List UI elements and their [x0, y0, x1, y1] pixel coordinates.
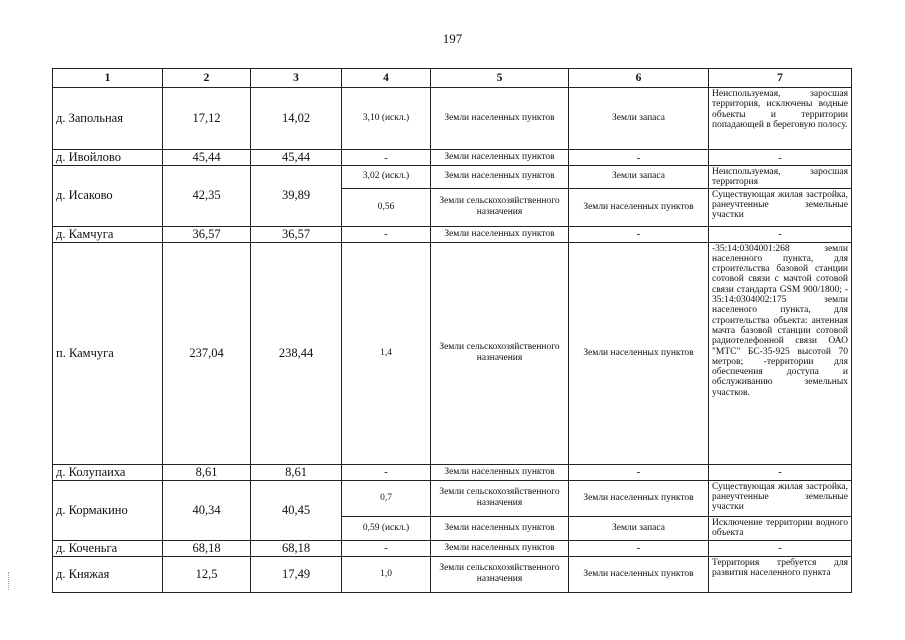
category-to-cell: -: [569, 540, 709, 556]
area-cell: 40,34: [163, 480, 251, 540]
table-row: [53, 226, 852, 242]
settlement-name: д. Запольная: [53, 88, 163, 150]
table-row: [53, 88, 852, 150]
area-cell: 45,44: [163, 150, 251, 166]
area-cell: 8,61: [251, 464, 342, 480]
note-cell: -: [709, 226, 852, 242]
table-row: [53, 150, 852, 166]
note-cell: Территория требуется для развития населенного пункта: [709, 556, 852, 592]
category-from-cell: Земли сельскохозяйственного назначения: [431, 480, 569, 516]
note-cell: -: [709, 464, 852, 480]
change-cell: 0,7: [342, 480, 431, 516]
area-cell: 40,45: [251, 480, 342, 540]
change-cell: -: [342, 540, 431, 556]
category-from-cell: Земли населенных пунктов: [431, 540, 569, 556]
margin-mark: [8, 572, 12, 590]
header-cell: 3: [251, 69, 342, 88]
area-cell: 237,04: [163, 242, 251, 464]
category-to-cell: Земли населенных пунктов: [569, 480, 709, 516]
area-cell: 8,61: [163, 464, 251, 480]
category-from-cell: Земли сельскохозяйственного назначения: [431, 556, 569, 592]
area-cell: 14,02: [251, 88, 342, 150]
table-header-row: [53, 69, 852, 88]
note-cell: -35:14:0304001:268 земли населенного пункта, для строительства базовой станции сотовой связи с мачтой сотовой связи стандарта GSM 900/1800; - 35:14:0304002:175 земли населеного пункта, для строительства объекта: антенная мачта базовой станции сотовой радиотелефонной связи ОАО "МТС" БС-35-925 высотой 70 метров; -территории для обеспечения доступа и обслуживанию земельных участков.: [709, 242, 852, 464]
area-cell: 238,44: [251, 242, 342, 464]
change-cell: 0,59 (искл.): [342, 516, 431, 540]
header-cell: 2: [163, 69, 251, 88]
table-row: [53, 166, 852, 189]
header-cell: 1: [53, 69, 163, 88]
settlement-name: д. Княжая: [53, 556, 163, 592]
category-from-cell: Земли населенных пунктов: [431, 88, 569, 150]
change-cell: -: [342, 226, 431, 242]
area-cell: 68,18: [163, 540, 251, 556]
category-from-cell: Земли сельскохозяйственного назначения: [431, 242, 569, 464]
category-to-cell: Земли населенных пунктов: [569, 242, 709, 464]
change-cell: -: [342, 464, 431, 480]
category-to-cell: Земли запаса: [569, 88, 709, 150]
area-cell: 36,57: [163, 226, 251, 242]
area-cell: 36,57: [251, 226, 342, 242]
header-cell: 6: [569, 69, 709, 88]
category-from-cell: Земли населенных пунктов: [431, 226, 569, 242]
category-to-cell: -: [569, 226, 709, 242]
area-cell: 45,44: [251, 150, 342, 166]
settlement-name: д. Колупаиха: [53, 464, 163, 480]
header-cell: 4: [342, 69, 431, 88]
settlement-name: д. Ивойлово: [53, 150, 163, 166]
note-cell: -: [709, 150, 852, 166]
note-cell: Существующая жилая застройка, ранеучтенные земельные участки: [709, 188, 852, 226]
note-cell: -: [709, 540, 852, 556]
land-table: [52, 68, 852, 593]
change-cell: 1,4: [342, 242, 431, 464]
table-row: [53, 480, 852, 516]
settlement-name: д. Кормакино: [53, 480, 163, 540]
note-cell: Существующая жилая застройка, ранеучтенные земельные участки: [709, 480, 852, 516]
area-cell: 68,18: [251, 540, 342, 556]
table-row: [53, 464, 852, 480]
header-cell: 7: [709, 69, 852, 88]
change-cell: 3,02 (искл.): [342, 166, 431, 189]
settlement-name: д. Коченьга: [53, 540, 163, 556]
table-row: [53, 556, 852, 592]
category-to-cell: -: [569, 464, 709, 480]
category-to-cell: -: [569, 150, 709, 166]
category-from-cell: Земли населенных пунктов: [431, 464, 569, 480]
category-from-cell: Земли населенных пунктов: [431, 516, 569, 540]
category-from-cell: Земли населенных пунктов: [431, 150, 569, 166]
category-to-cell: Земли запаса: [569, 516, 709, 540]
page-number: 197: [442, 31, 463, 46]
area-cell: 17,12: [163, 88, 251, 150]
category-to-cell: Земли населенных пунктов: [569, 188, 709, 226]
category-from-cell: Земли населенных пунктов: [431, 166, 569, 189]
settlement-name: п. Камчуга: [53, 242, 163, 464]
header-cell: 5: [431, 69, 569, 88]
table-row: [53, 540, 852, 556]
note-cell: Неиспользуемая, заросшая территория, исключены водные объекты и территории попадающей в береговую полосу.: [709, 88, 852, 150]
change-cell: 3,10 (искл.): [342, 88, 431, 150]
table-row: [53, 242, 852, 464]
area-cell: 39,89: [251, 166, 342, 227]
change-cell: -: [342, 150, 431, 166]
category-to-cell: Земли запаса: [569, 166, 709, 189]
note-cell: Неиспользуемая, заросшая территория: [709, 166, 852, 189]
change-cell: 1,0: [342, 556, 431, 592]
category-from-cell: Земли сельскохозяйственного назначения: [431, 188, 569, 226]
area-cell: 17,49: [251, 556, 342, 592]
change-cell: 0,56: [342, 188, 431, 226]
note-cell: Исключение территории водного объекта: [709, 516, 852, 540]
settlement-name: д. Камчуга: [53, 226, 163, 242]
category-to-cell: Земли населенных пунктов: [569, 556, 709, 592]
area-cell: 12,5: [163, 556, 251, 592]
settlement-name: д. Исаково: [53, 166, 163, 227]
area-cell: 42,35: [163, 166, 251, 227]
